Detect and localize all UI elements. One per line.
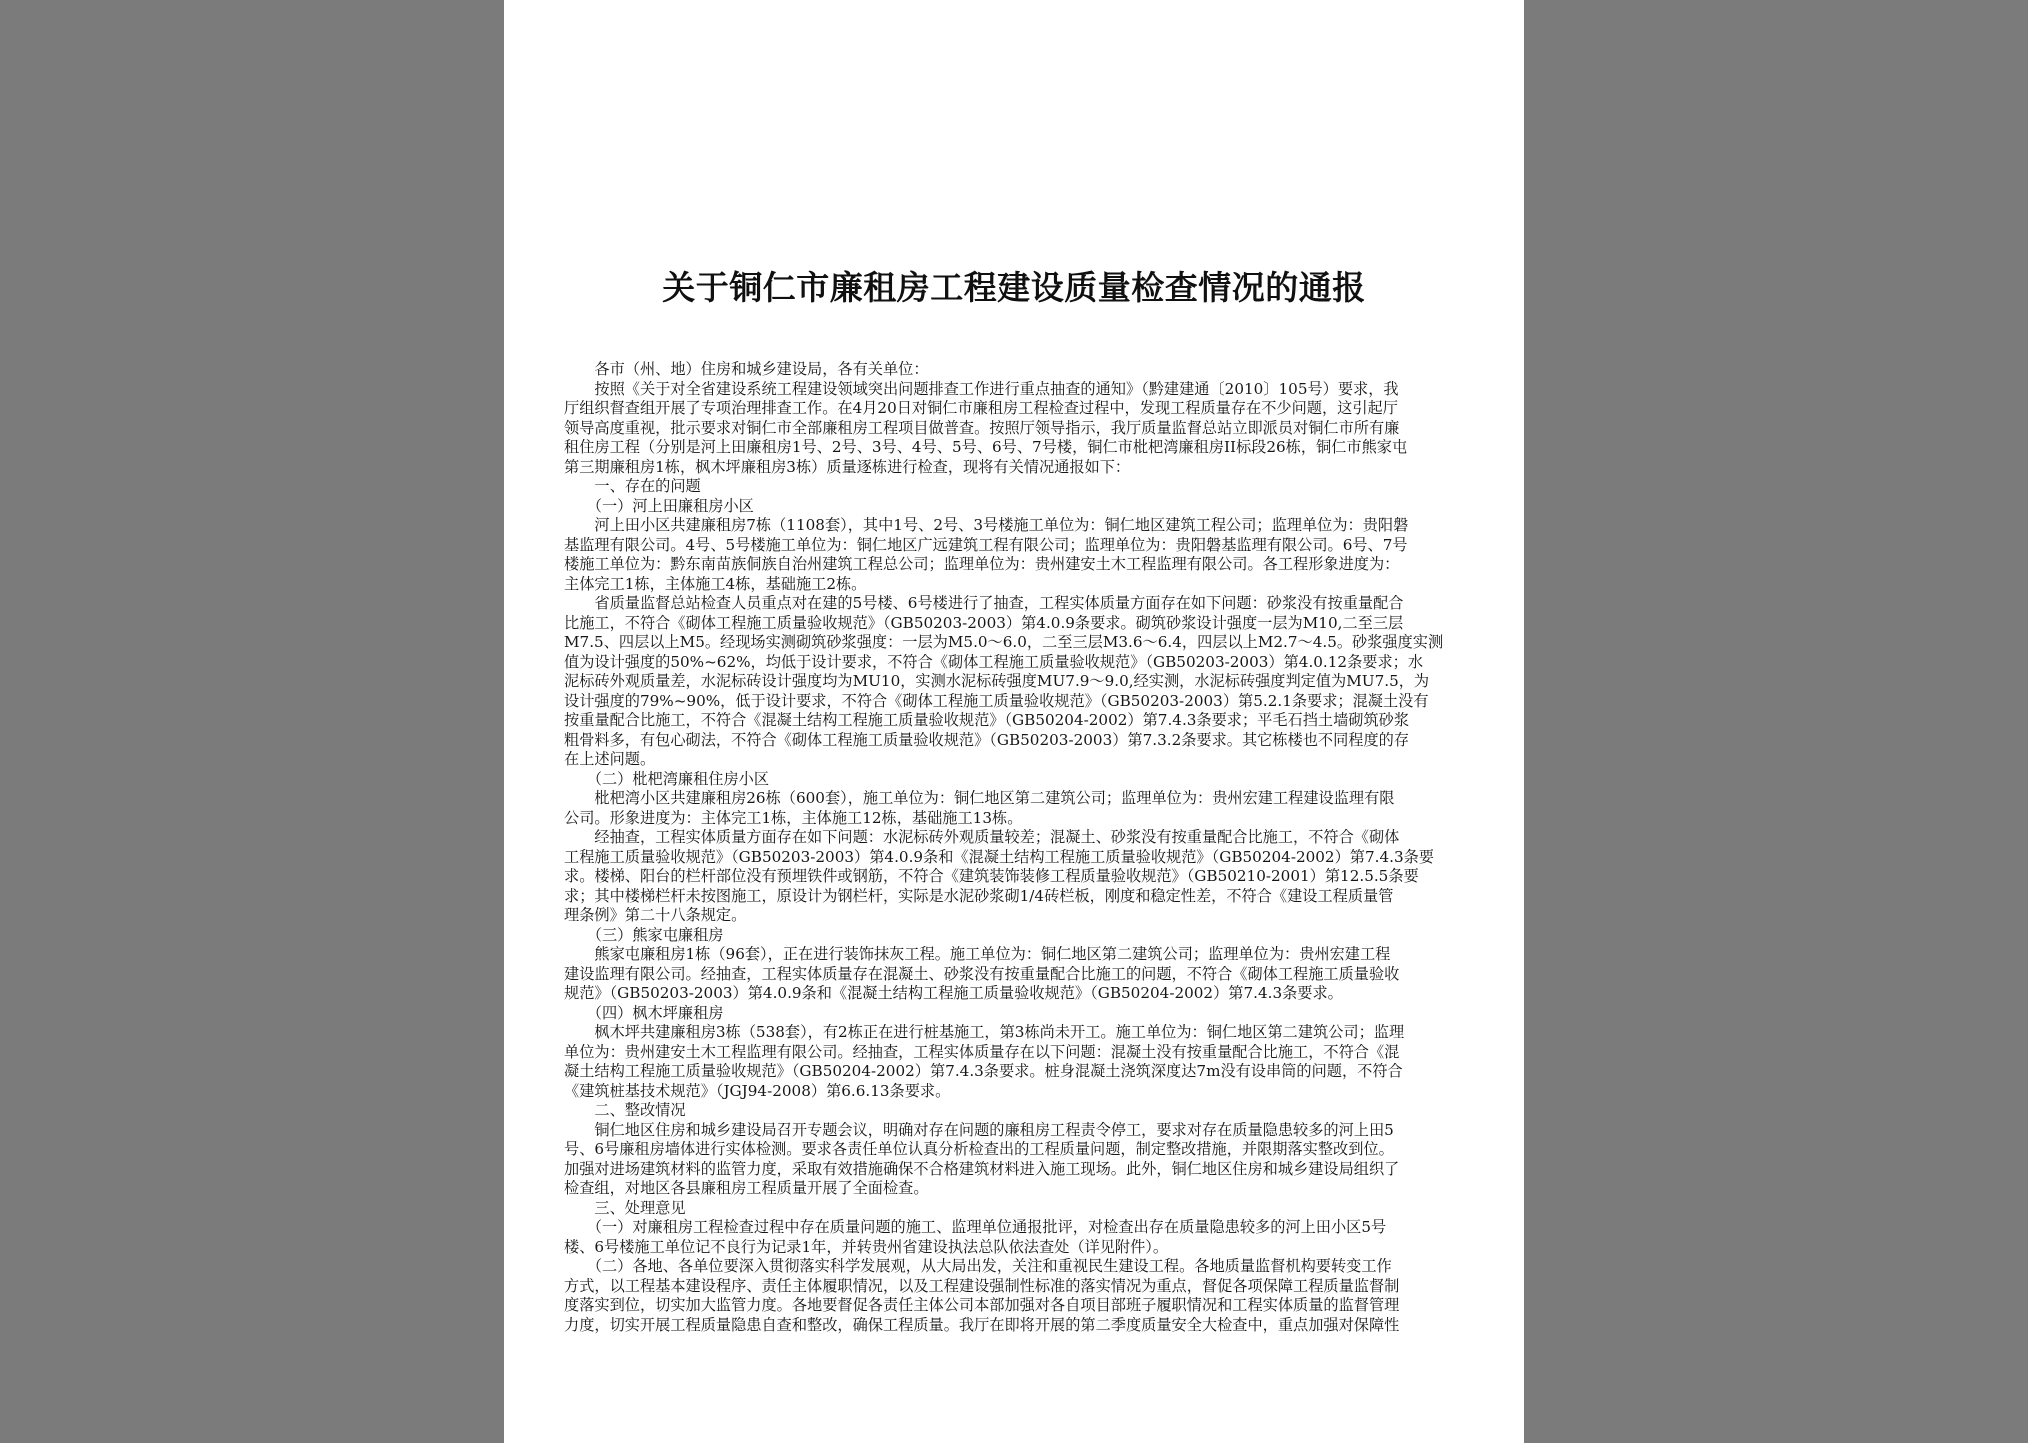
text-line: 粗骨料多，有包心砌法，不符合《砌体工程施工质量验收规范》（GB50203-2003）第7.3.2条要求。其它栋楼也不同程度的存 (564, 730, 1410, 749)
text-line: 公司。形象进度为：主体完工1栋，主体施工12栋，基础施工13栋。 (564, 808, 1023, 827)
text-line: 凝土结构工程施工质量验收规范》（GB50204-2002）第7.4.3条要求。桩身混凝土浇筑深度达7m没有设串筒的问题，不符合 (564, 1062, 1403, 1080)
text-line: 加强对进场建筑材料的监管力度，采取有效措施确保不合格建筑材料进入施工现场。此外，铜仁地区住房和城乡建设局组织了 (564, 1159, 1400, 1178)
text-line: 度落实到位，切实加大监管力度。各地要督促各责任主体公司本部加强对各自项目部班子履职情况和工程实体质量的监督管理 (564, 1296, 1400, 1314)
text-line: 力度，切实开展工程质量隐患自查和整改，确保工程质量。我厅在即将开展的第二季度质量安全大检查中，重点加强对保障性 (564, 1315, 1400, 1334)
text-line: 租住房工程（分别是河上田廉租房1号、2号、3号、4号、5号、6号、7号楼，铜仁市枇杷湾廉租房II标段26栋，铜仁市熊家屯 (564, 438, 1408, 456)
text-line: 领导高度重视，批示要求对铜仁市全部廉租房工程项目做普查。按照厅领导指示，我厅质量监督总站立即派员对铜仁市所有廉 (564, 418, 1400, 437)
text-line: 第三期廉租房1栋，枫木坪廉租房3栋）质量逐栋进行检查，现将有关情况通报如下： (564, 457, 1131, 476)
text-line: 号、6号廉租房墙体进行实体检测。要求各责任单位认真分析检查出的工程质量问题，制定整改措施，并限期落实整改到位。 (564, 1140, 1394, 1158)
text-line: 理条例》第二十八条规定。 (564, 906, 747, 924)
text-line: 铜仁地区住房和城乡建设局召开专题会议，明确对存在问题的廉租房工程责令停工，要求对存在质量隐患较多的河上田5 (564, 1120, 1394, 1139)
text-line: 二、整改情况 (564, 1101, 686, 1119)
text-line: （一）对廉租房工程检查过程中存在质量问题的施工、监理单位通报批评，对检查出存在质量隐患较多的河上田小区5号 (564, 1218, 1387, 1236)
text-line: （一）河上田廉租房小区 (564, 496, 754, 515)
text-line: 省质量监督总站检查人员重点对在建的5号楼、6号楼进行了抽查，工程实体质量方面存在如下问题：砂浆没有按重量配合 (564, 594, 1404, 612)
text-line: 楼施工单位为：黔东南苗族侗族自治州建筑工程总公司；监理单位为：贵州建安土木工程监理有限公司。各工程形象进度为： (564, 555, 1400, 573)
text-line: 泥标砖外观质量差，水泥标砖设计强度均为MU10，实测水泥标砖强度MU7.9～9.0,经实测，水泥标砖强度判定值为MU7.5，为 (564, 672, 1430, 690)
text-line: 枇杷湾小区共建廉租房26栋（600套），施工单位为：铜仁地区第二建筑公司；监理单位为：贵州宏建工程建设监理有限 (564, 789, 1395, 807)
document-page (504, 0, 1524, 1443)
text-line: 河上田小区共建廉租房7栋（1108套），其中1号、2号、3号楼施工单位为：铜仁地区建筑工程公司；监理单位为：贵阳磐 (564, 516, 1409, 534)
text-line: 熊家屯廉租房1栋（96套），正在进行装饰抹灰工程。施工单位为：铜仁地区第二建筑公司；监理单位为：贵州宏建工程 (564, 945, 1391, 963)
text-line: 按重量配合比施工，不符合《混凝土结构工程施工质量验收规范》（GB50204-2002）第7.4.3条要求；平毛石挡土墙砌筑砂浆 (564, 711, 1410, 729)
text-line: 楼、6号楼施工单位记不良行为记录1年，并转贵州省建设执法总队依法查处（详见附件）。 (564, 1237, 1169, 1256)
text-line: 值为设计强度的50%~62%，均低于设计要求，不符合《砌体工程施工质量验收规范》（GB50203-2003）第4.0.12条要求；水 (564, 652, 1424, 671)
document-body (564, 360, 1470, 1335)
text-line: （二）各地、各单位要深入贯彻落实科学发展观，从大局出发，关注和重视民生建设工程。各地质量监督机构要转变工作 (564, 1257, 1392, 1275)
text-line: 方式，以工程基本建设程序、责任主体履职情况，以及工程建设强制性标准的落实情况为重点，督促各项保障工程质量监督制 (564, 1276, 1400, 1295)
text-line: 比施工，不符合《砌体工程施工质量验收规范》（GB50203-2003）第4.0.9条要求。砌筑砂浆设计强度一层为M10,二至三层 (564, 613, 1404, 632)
text-line: （四）枫木坪廉租房 (564, 1003, 724, 1022)
text-line: 各市（州、地）住房和城乡建设局，各有关单位： (564, 360, 929, 378)
text-line: M7.5、四层以上M5。经现场实测砌筑砂浆强度：一层为M5.0～6.0，二至三层M3.6～6.4，四层以上M2.7～4.5。砂浆强度实测 (564, 633, 1444, 651)
text-line: 设计强度的79%~90%，低于设计要求，不符合《砌体工程施工质量验收规范》（GB50203-2003）第5.2.1条要求；混凝土没有 (564, 691, 1429, 710)
text-line: 枫木坪共建廉租房3栋（538套），有2栋正在进行桩基施工，第3栋尚未开工。施工单位为：铜仁地区第二建筑公司；监理 (564, 1023, 1405, 1041)
text-line: 经抽查，工程实体质量方面存在如下问题：水泥标砖外观质量较差；混凝土、砂浆没有按重量配合比施工，不符合《砌体 (564, 828, 1400, 846)
text-line: 一、存在的问题 (564, 477, 701, 495)
text-line: 工程施工质量验收规范》（GB50203-2003）第4.0.9条和《混凝土结构工程施工质量验收规范》（GB50204-2002）第7.4.3条要 (564, 847, 1434, 866)
text-line: （三）熊家屯廉租房 (564, 925, 724, 944)
text-line: 在上述问题。 (564, 750, 656, 768)
text-line: 检查组，对地区各县廉租房工程质量开展了全面检查。 (564, 1179, 929, 1197)
text-line: 单位为：贵州建安土木工程监理有限公司。经抽查，工程实体质量存在以下问题：混凝土没有按重量配合比施工，不符合《混 (564, 1042, 1400, 1061)
text-line: 规范》（GB50203-2003）第4.0.9条和《混凝土结构工程施工质量验收规范》（GB50204-2002）第7.4.3条要求。 (564, 984, 1343, 1002)
text-line: 按照《关于对全省建设系统工程建设领域突出问题排查工作进行重点抽查的通知》（黔建建通〔2010〕105号）要求，我 (564, 379, 1399, 398)
text-line: （二）枇杷湾廉租住房小区 (564, 769, 770, 788)
text-line: 主体完工1栋，主体施工4栋，基础施工2栋。 (564, 574, 867, 593)
text-line: 三、处理意见 (564, 1198, 686, 1217)
text-line: 基监理有限公司。4号、5号楼施工单位为：铜仁地区广远建筑工程有限公司；监理单位为：贵阳磐基监理有限公司。6号、7号 (564, 535, 1408, 554)
text-line: 求；其中楼梯栏杆未按图施工，原设计为钢栏杆，实际是水泥砂浆砌1/4砖栏板，刚度和稳定性差，不符合《建设工程质量管 (564, 886, 1394, 905)
text-line: 《建筑桩基技术规范》（JGJ94-2008）第6.6.13条要求。 (564, 1081, 951, 1100)
text-line: 厅组织督查组开展了专项治理排查工作。在4月20日对铜仁市廉租房工程检查过程中，发现工程质量存在不少问题，这引起厅 (564, 399, 1398, 417)
text-line: 求。楼梯、阳台的栏杆部位没有预埋铁件或钢筋，不符合《建筑装饰装修工程质量验收规范》（GB50210-2001）第12.5.5条要 (564, 867, 1419, 885)
text-line: 建设监理有限公司。经抽查，工程实体质量存在混凝土、砂浆没有按重量配合比施工的问题，不符合《砌体工程施工质量验收 (564, 964, 1400, 983)
document-title: 关于铜仁市廉租房工程建设质量检查情况的通报 (662, 268, 1366, 307)
